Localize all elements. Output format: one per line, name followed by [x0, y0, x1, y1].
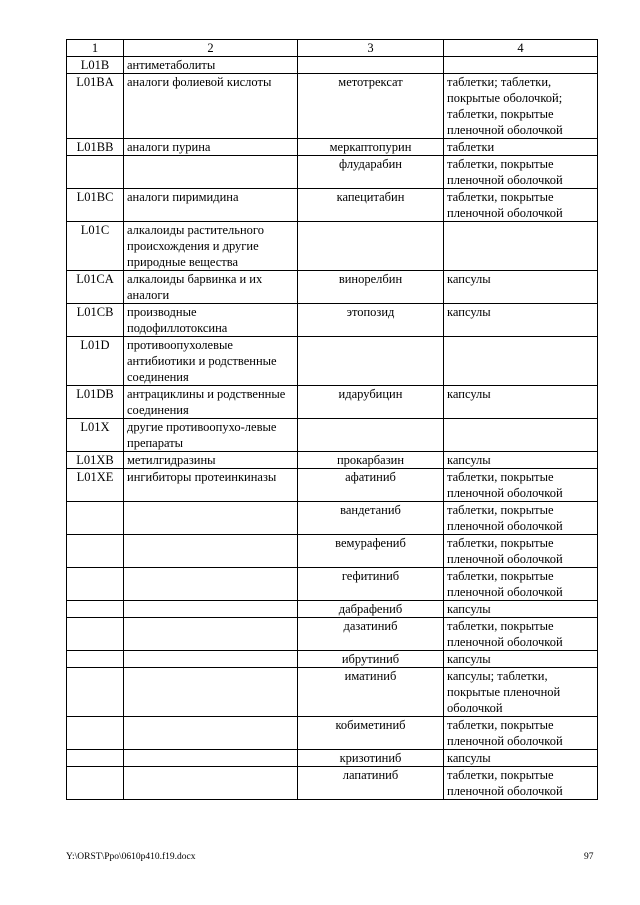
table-row	[67, 452, 598, 469]
atc-code-cell	[67, 568, 124, 601]
atc-code-cell: L01DB	[67, 386, 124, 419]
group-name-cell: противоопухолевые антибиотики и родственные соединения	[124, 337, 298, 386]
dosage-form-cell: таблетки, покрытые пленочной оболочкой	[444, 535, 598, 568]
atc-code-cell: L01B	[67, 57, 124, 74]
table-row	[67, 535, 598, 568]
atc-code-cell	[67, 601, 124, 618]
dosage-form-cell: капсулы	[444, 304, 598, 337]
footer-file-path: Y:\ORST\Ppo\0610p410.f19.docx	[66, 852, 196, 862]
group-name-cell: другие противоопухо-левые препараты	[124, 419, 298, 452]
dosage-form-cell: таблетки, покрытые пленочной оболочкой	[444, 717, 598, 750]
table-row	[67, 767, 598, 800]
drug-name-cell: лапатиниб	[298, 767, 444, 800]
table-row	[67, 568, 598, 601]
atc-code-cell	[67, 618, 124, 651]
table-row	[67, 189, 598, 222]
atc-code-cell: L01BA	[67, 74, 124, 139]
group-name-cell	[124, 568, 298, 601]
table-row	[67, 304, 598, 337]
drug-name-cell	[298, 57, 444, 74]
dosage-form-cell: капсулы	[444, 386, 598, 419]
dosage-form-cell: таблетки, покрытые пленочной оболочкой	[444, 568, 598, 601]
atc-code-cell: L01BB	[67, 139, 124, 156]
drug-name-cell: вемурафениб	[298, 535, 444, 568]
drug-name-cell: афатиниб	[298, 469, 444, 502]
group-name-cell: производные подофиллотоксина	[124, 304, 298, 337]
table-row	[67, 668, 598, 717]
table-row	[67, 57, 598, 74]
group-name-cell: аналоги пурина	[124, 139, 298, 156]
atc-code-cell	[67, 767, 124, 800]
drug-name-cell: метотрексат	[298, 74, 444, 139]
table-row	[67, 156, 598, 189]
dosage-form-cell: таблетки, покрытые пленочной оболочкой	[444, 156, 598, 189]
drug-name-cell: идарубицин	[298, 386, 444, 419]
header-col-4: 4	[444, 40, 598, 57]
group-name-cell: антрациклины и родственные соединения	[124, 386, 298, 419]
header-col-2: 2	[124, 40, 298, 57]
atc-code-cell: L01D	[67, 337, 124, 386]
drug-name-cell: кризотиниб	[298, 750, 444, 767]
table-row	[67, 222, 598, 271]
drug-name-cell: кобиметиниб	[298, 717, 444, 750]
group-name-cell	[124, 156, 298, 189]
dosage-form-cell: капсулы	[444, 601, 598, 618]
drug-name-cell: вандетаниб	[298, 502, 444, 535]
drug-name-cell: дабрафениб	[298, 601, 444, 618]
drug-name-cell: ибрутиниб	[298, 651, 444, 668]
atc-code-cell	[67, 535, 124, 568]
atc-code-cell: L01XE	[67, 469, 124, 502]
group-name-cell	[124, 601, 298, 618]
dosage-form-cell: таблетки; таблетки, покрытые оболочкой; таблетки, покрытые пленочной оболочкой	[444, 74, 598, 139]
atc-code-cell: L01X	[67, 419, 124, 452]
table-row	[67, 419, 598, 452]
drug-name-cell: капецитабин	[298, 189, 444, 222]
atc-code-cell: L01CA	[67, 271, 124, 304]
table-row	[67, 139, 598, 156]
atc-code-cell	[67, 651, 124, 668]
dosage-form-cell: таблетки, покрытые пленочной оболочкой	[444, 767, 598, 800]
group-name-cell	[124, 618, 298, 651]
footer-page-number: 97	[584, 852, 594, 862]
group-name-cell: ингибиторы протеинкиназы	[124, 469, 298, 502]
atc-code-cell	[67, 156, 124, 189]
dosage-form-cell	[444, 337, 598, 386]
header-col-1: 1	[67, 40, 124, 57]
table-row	[67, 386, 598, 419]
table-body	[67, 40, 598, 800]
atc-code-cell: L01BC	[67, 189, 124, 222]
group-name-cell	[124, 767, 298, 800]
group-name-cell: аналоги фолиевой кислоты	[124, 74, 298, 139]
drug-name-cell: меркаптопурин	[298, 139, 444, 156]
atc-code-cell	[67, 750, 124, 767]
dosage-form-cell: капсулы	[444, 750, 598, 767]
drug-name-cell: иматиниб	[298, 668, 444, 717]
atc-code-cell: L01C	[67, 222, 124, 271]
dosage-form-cell: капсулы	[444, 271, 598, 304]
table-row	[67, 618, 598, 651]
group-name-cell: антиметаболиты	[124, 57, 298, 74]
dosage-form-cell	[444, 222, 598, 271]
drug-name-cell: гефитиниб	[298, 568, 444, 601]
group-name-cell	[124, 668, 298, 717]
group-name-cell	[124, 750, 298, 767]
table-row	[67, 651, 598, 668]
group-name-cell: алкалоиды барвинка и их аналоги	[124, 271, 298, 304]
group-name-cell: алкалоиды растительного происхождения и другие природные вещества	[124, 222, 298, 271]
dosage-form-cell: таблетки, покрытые пленочной оболочкой	[444, 502, 598, 535]
atc-code-cell: L01XB	[67, 452, 124, 469]
drug-name-cell	[298, 419, 444, 452]
dosage-form-cell	[444, 57, 598, 74]
drug-name-cell: флударабин	[298, 156, 444, 189]
drug-name-cell: дазатиниб	[298, 618, 444, 651]
dosage-form-cell	[444, 419, 598, 452]
atc-code-cell	[67, 717, 124, 750]
atc-code-cell	[67, 502, 124, 535]
table-row	[67, 74, 598, 139]
table-row	[67, 601, 598, 618]
atc-code-cell: L01CB	[67, 304, 124, 337]
table-row	[67, 337, 598, 386]
dosage-form-cell: таблетки	[444, 139, 598, 156]
group-name-cell	[124, 535, 298, 568]
drug-name-cell	[298, 222, 444, 271]
dosage-form-cell: капсулы	[444, 651, 598, 668]
dosage-form-cell: капсулы	[444, 452, 598, 469]
drug-name-cell	[298, 337, 444, 386]
group-name-cell	[124, 502, 298, 535]
drug-table	[66, 39, 598, 800]
header-row	[67, 40, 598, 57]
table-row	[67, 271, 598, 304]
table-row	[67, 469, 598, 502]
table-row	[67, 750, 598, 767]
drug-name-cell: винорелбин	[298, 271, 444, 304]
header-col-3: 3	[298, 40, 444, 57]
drug-name-cell: этопозид	[298, 304, 444, 337]
dosage-form-cell: таблетки, покрытые пленочной оболочкой	[444, 189, 598, 222]
dosage-form-cell: капсулы; таблетки, покрытые пленочной оболочкой	[444, 668, 598, 717]
group-name-cell	[124, 651, 298, 668]
table-row	[67, 502, 598, 535]
group-name-cell	[124, 717, 298, 750]
dosage-form-cell: таблетки, покрытые пленочной оболочкой	[444, 618, 598, 651]
group-name-cell: метилгидразины	[124, 452, 298, 469]
group-name-cell: аналоги пиримидина	[124, 189, 298, 222]
dosage-form-cell: таблетки, покрытые пленочной оболочкой	[444, 469, 598, 502]
table-row	[67, 717, 598, 750]
drug-name-cell: прокарбазин	[298, 452, 444, 469]
atc-code-cell	[67, 668, 124, 717]
